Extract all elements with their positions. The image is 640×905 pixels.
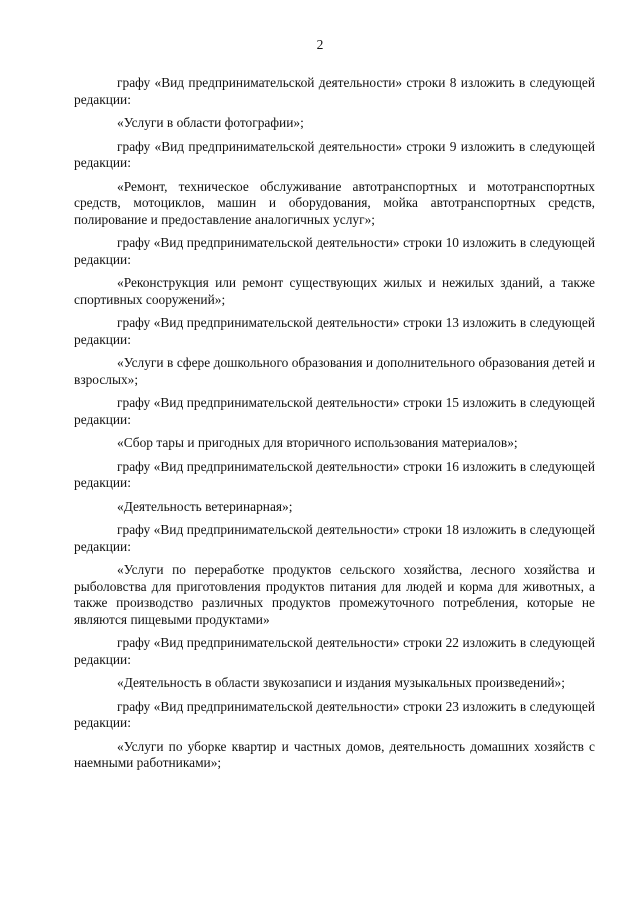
- paragraph: «Реконструкция или ремонт существующих жилых и нежилых зданий, а также спортивных сооружений»;: [74, 275, 595, 307]
- paragraph: «Услуги в сфере дошкольного образования и дополнительного образования детей и взрослых»;: [74, 355, 595, 387]
- paragraph: графу «Вид предпринимательской деятельности» строки 9 изложить в следующей редакции:: [74, 138, 595, 170]
- page-number: 2: [316, 37, 324, 52]
- paragraph: «Деятельность ветеринарная»;: [117, 498, 293, 514]
- paragraph: графу «Вид предпринимательской деятельности» строки 18 изложить в следующей редакции:: [74, 522, 595, 554]
- paragraph: графу «Вид предпринимательской деятельности» строки 23 изложить в следующей редакции:: [74, 698, 595, 730]
- paragraph: графу «Вид предпринимательской деятельности» строки 13 изложить в следующей редакции:: [74, 315, 595, 347]
- document-body: [74, 75, 595, 779]
- paragraph: «Деятельность в области звукозаписи и издания музыкальных произведений»;: [117, 675, 565, 690]
- paragraph: «Услуги в области фотографии»;: [117, 115, 304, 130]
- paragraph: графу «Вид предпринимательской деятельности» строки 10 изложить в следующей редакции:: [74, 235, 595, 267]
- paragraph: графу «Вид предпринимательской деятельности» строки 8 изложить в следующей редакции:: [74, 75, 595, 107]
- paragraph: графу «Вид предпринимательской деятельности» строки 15 изложить в следующей редакции:: [74, 395, 595, 427]
- paragraph: графу «Вид предпринимательской деятельности» строки 22 изложить в следующей редакции:: [74, 635, 595, 667]
- paragraph: «Услуги по переработке продуктов сельского хозяйства, лесного хозяйства и рыболовства для приготовления продуктов питания для людей и корма для животных, а также производство различных продуктов промежуточного потребления, которые не являются пищевыми продуктами»: [74, 562, 595, 627]
- paragraph: «Услуги по уборке квартир и частных домов, деятельность домашних хозяйств с наемными работниками»;: [74, 738, 595, 770]
- paragraph: графу «Вид предпринимательской деятельности» строки 16 изложить в следующей редакции:: [74, 458, 595, 490]
- paragraph: «Ремонт, техническое обслуживание автотранспортных и мототранспортных средств, мотоциклов, машин и оборудования, мойка автотранспортных средств, полирование и предоставление аналогичных услуг»;: [74, 178, 595, 227]
- paragraph: «Сбор тары и пригодных для вторичного использования материалов»;: [117, 435, 518, 450]
